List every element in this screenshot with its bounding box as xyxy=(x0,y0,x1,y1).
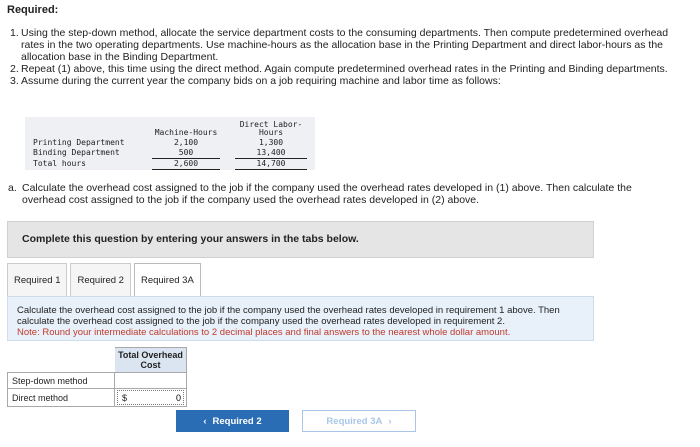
direct-method-cell xyxy=(115,389,187,407)
direct-method-input[interactable] xyxy=(118,391,183,404)
binding-machine-hours: 500 xyxy=(178,148,194,157)
instruction-banner xyxy=(7,221,594,258)
total-overhead-cost-header xyxy=(115,348,187,373)
question-panel xyxy=(7,296,594,341)
requirement-item xyxy=(10,75,670,87)
requirement-number: 2. xyxy=(10,63,19,75)
chevron-right-icon: › xyxy=(388,415,392,427)
row-label-printing: Printing Department xyxy=(33,138,125,147)
tab-required-2[interactable]: Required 2 xyxy=(70,263,130,296)
answer-table-corner xyxy=(8,348,115,373)
tab-required-3a[interactable]: Required 3A xyxy=(134,263,201,296)
question-text-block xyxy=(17,305,587,338)
required-title: Required: xyxy=(7,4,59,16)
total-double-rule xyxy=(235,169,307,170)
labor-hours-header-line1: Direct Labor- xyxy=(239,120,303,129)
step-down-method-cell xyxy=(115,373,187,389)
requirement-text: Using the step-down method, allocate the service department costs to the consuming departments. Then compute predetermined overhead rates in the two operating departments. Use machine-hours as the allocation base in the Printing Department and direct labor-hours as the allocation base in the Binding Department. xyxy=(21,27,669,63)
row-label-total: Total hours xyxy=(33,159,86,168)
hours-data-table xyxy=(25,117,315,170)
total-double-rule xyxy=(152,169,220,170)
instruction-text: Complete this question by entering your answers in the tabs below. xyxy=(22,233,359,245)
printing-machine-hours: 2,100 xyxy=(173,138,199,147)
table-row xyxy=(8,389,187,407)
part-a-number: a. xyxy=(8,182,17,194)
machine-hours-header: Machine-Hours xyxy=(154,128,218,137)
question-text: Calculate the overhead cost assigned to the job if the company used the overhead rates developed in requirement 1 above. Then calculate the overhead cost assigned to the job if the company used the overhead rates developed in requirement 2. xyxy=(17,305,560,327)
binding-labor-hours: 13,400 xyxy=(256,148,286,157)
requirement-text: Assume during the current year the company bids on a job requiring machine and labor time as follows: xyxy=(21,75,501,87)
chevron-left-icon: ‹ xyxy=(203,415,207,427)
next-required-3a-button[interactable] xyxy=(302,410,416,432)
requirement-text: Repeat (1) above, this time using the direct method. Again compute predetermined overhead rates in the Printing and Binding departments. xyxy=(21,63,668,75)
tab-bar xyxy=(7,263,204,296)
answer-table xyxy=(7,347,187,407)
printing-labor-hours: 1,300 xyxy=(258,138,284,147)
tab-required-1[interactable]: Required 1 xyxy=(7,263,67,296)
requirement-number: 1. xyxy=(10,27,19,39)
requirement-item xyxy=(10,63,670,75)
direct-method-input-wrap xyxy=(117,390,184,405)
direct-method-label: Direct method xyxy=(8,389,115,407)
header-line2: Cost xyxy=(140,360,161,370)
table-row xyxy=(8,373,187,389)
labor-hours-header-line2: Hours xyxy=(258,128,284,137)
rounding-note: Note: Round your intermediate calculations to 2 decimal places and final answers to the nearest whole dollar amount. xyxy=(17,327,511,338)
total-labor-hours: 14,700 xyxy=(256,159,286,168)
part-a-text: Calculate the overhead cost assigned to the job if the company used the overhead rates developed in (1) above. Then calculate the overhead cost assigned to the job if the company used the overhead rates developed in (2) above. xyxy=(22,182,632,206)
row-label-binding: Binding Department xyxy=(33,148,120,157)
part-a xyxy=(8,182,668,206)
requirement-number: 3. xyxy=(10,75,19,87)
prev-required-2-button[interactable] xyxy=(176,410,289,432)
step-down-method-label: Step-down method xyxy=(8,373,115,389)
requirement-item xyxy=(10,27,670,63)
prev-button-label: Required 2 xyxy=(212,415,262,427)
next-button-label: Required 3A xyxy=(326,415,383,427)
header-line1: Total Overhead xyxy=(118,350,183,360)
total-machine-hours: 2,600 xyxy=(173,159,199,168)
requirements-list xyxy=(10,27,670,87)
dollar-sign: $ xyxy=(122,392,128,403)
